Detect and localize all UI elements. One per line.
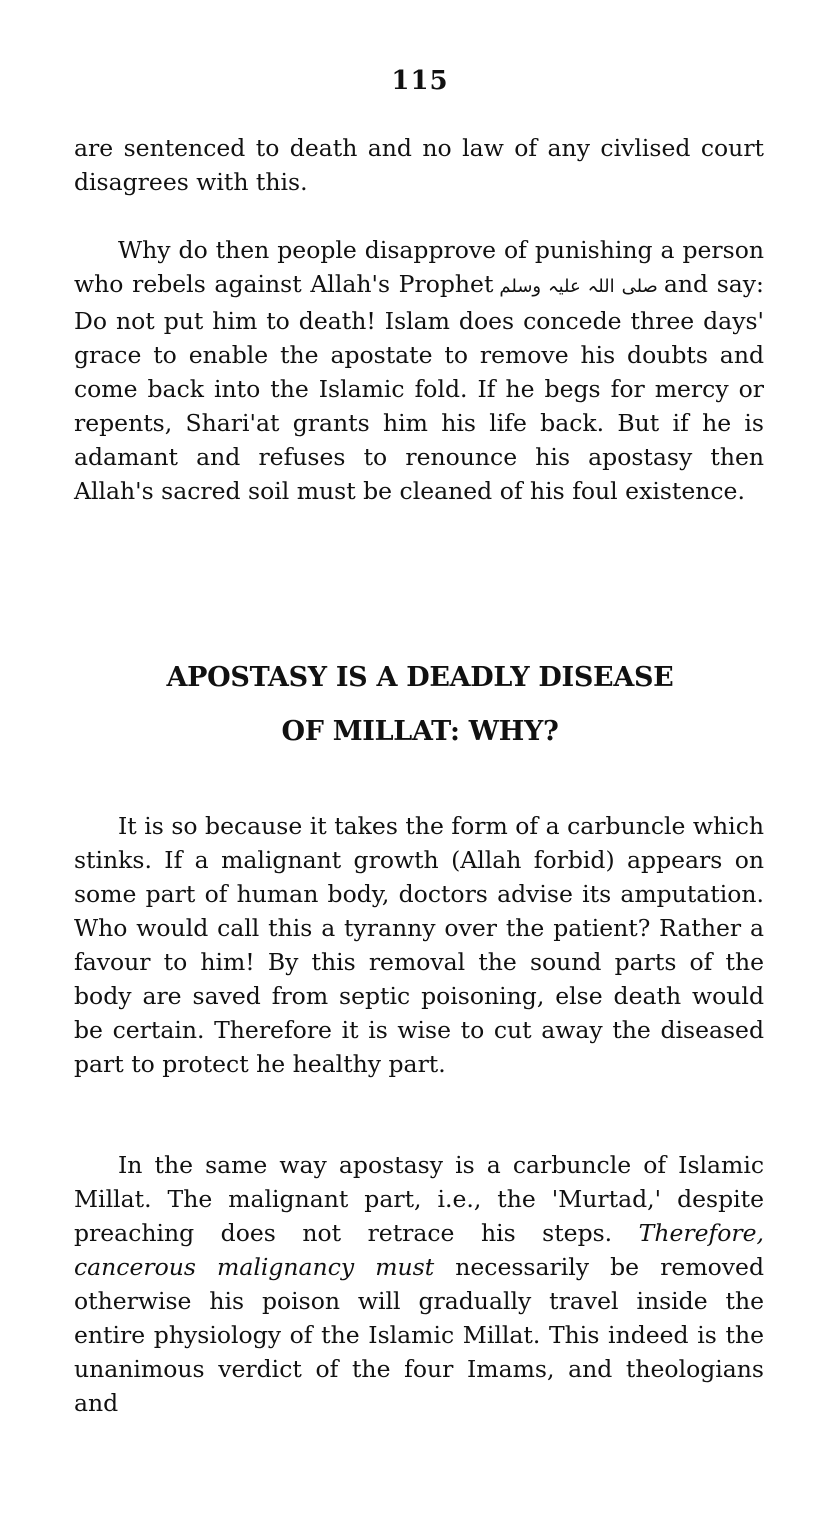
paragraph-carbuncle (74, 809, 764, 1081)
paragraph-text-end: and say: Do not put him to death! Islam does concede three days' grace to enable the apostate to remove his doubts and come back into the Islamic fold. If he begs for mercy or repents, Shari'at grants him his life back. But if he is adamant and refuses to renounce his apostasy then Allah's sacred soil must be cleaned of his foul existence. (74, 270, 764, 505)
paragraph-same-way (74, 1148, 764, 1420)
paragraph-text (74, 233, 764, 508)
paragraph-text (74, 1148, 764, 1420)
paragraph-why-disapprove (74, 233, 764, 508)
paragraph-text-start: Why do then people disapprove of punishing a person who rebels against Allah's Prophet (74, 236, 764, 298)
paragraph-text-start: In the same way apostasy is a carbuncle of Islamic Millat. The malignant part, i.e., the 'Murtad,' despite preaching does not retrace his steps. (74, 1151, 764, 1247)
paragraph-text: are sentenced to death and no law of any civlised court disagrees with this. (74, 134, 764, 196)
page-number: 115 (391, 66, 449, 96)
arabic-salutation: صلی اللہ علیہ وسلم (499, 276, 658, 297)
paragraph-text-end: necessarily be removed otherwise his poison will gradually travel inside the entire physiology of the Islamic Millat. This indeed is the unanimous verdict of the four Imams, and theologians and (74, 1253, 764, 1417)
paragraph-text: It is so because it takes the form of a carbuncle which stinks. If a malignant growth (Allah forbid) appears on some part of human body, doctors advise its amputation. Who would call this a tyranny over the patient? Rather a favour to him! By this removal the sound parts of the body are saved from septic poisoning, else death would be certain. Therefore it is wise to cut away the diseased part to protect he healthy part. (74, 812, 764, 1078)
paragraph-text-italic: Therefore, cancerous malignancy must (74, 1219, 764, 1281)
paragraph-continuation (74, 131, 764, 199)
section-heading-line-2: OF MILLAT: WHY? (281, 716, 559, 747)
section-heading-line-1: APOSTASY IS A DEADLY DISEASE (166, 662, 674, 693)
